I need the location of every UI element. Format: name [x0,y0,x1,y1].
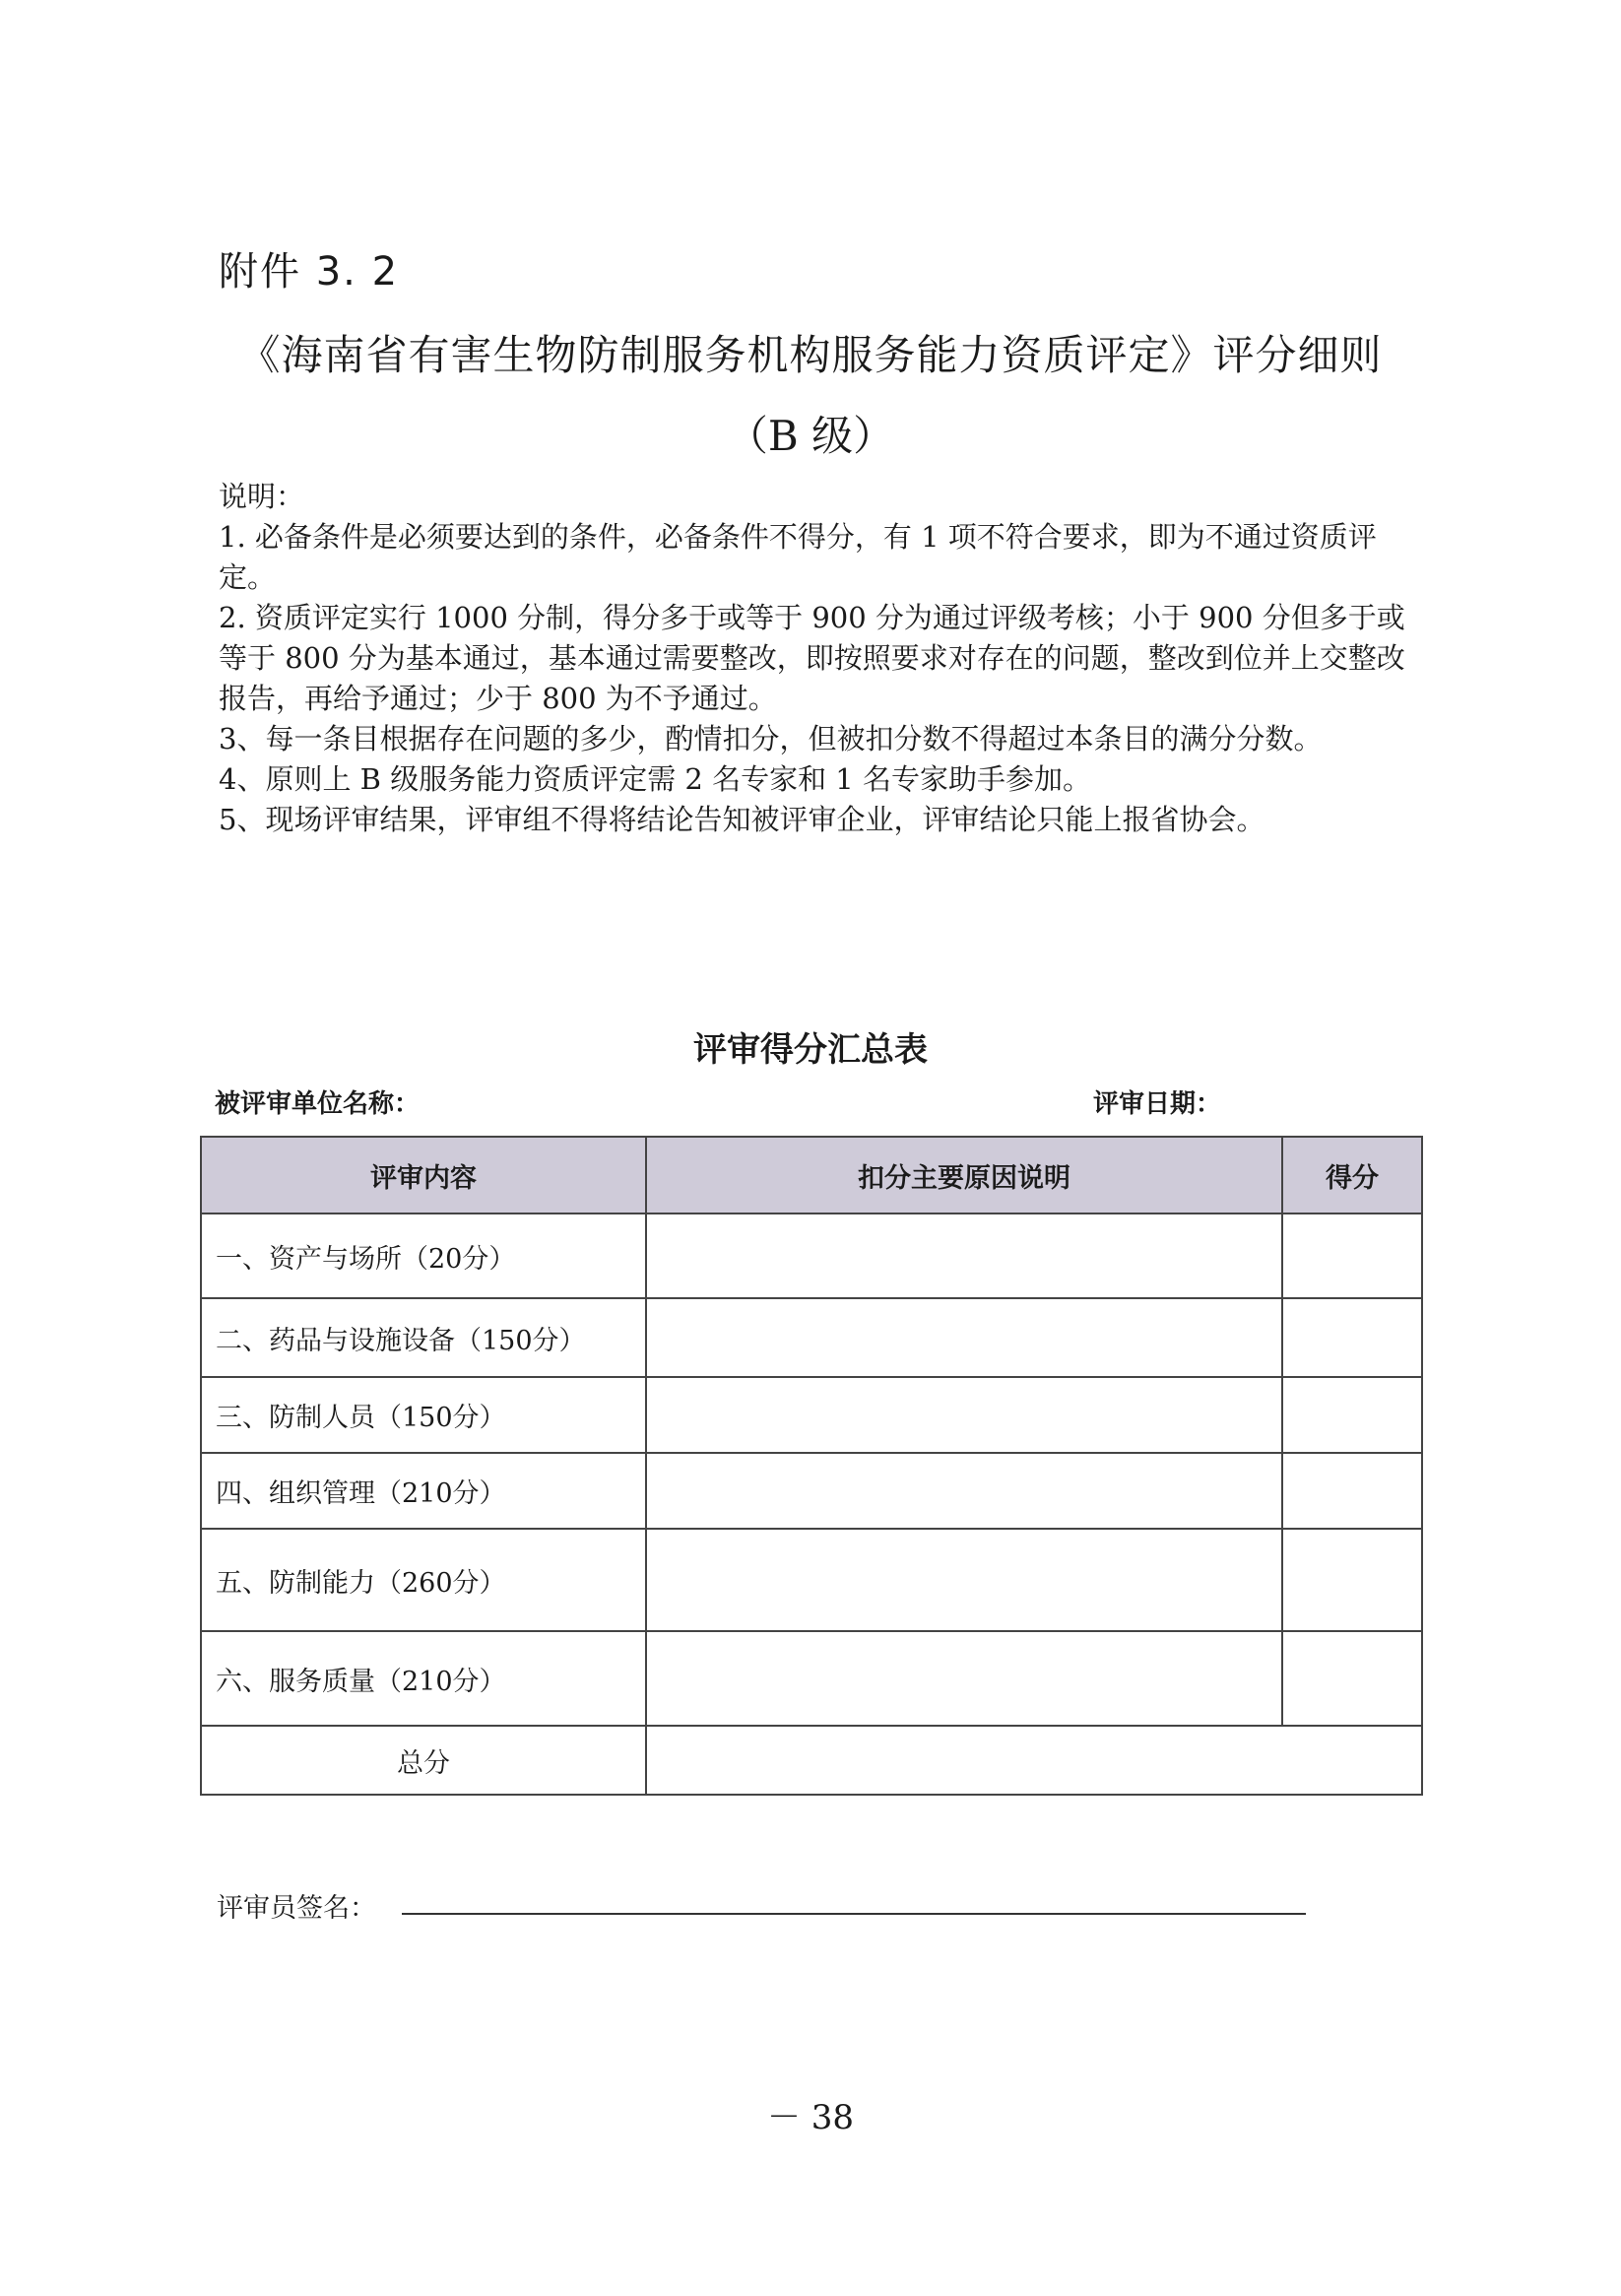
attachment-label: 附件 3. 2 [219,249,400,295]
row-reason-cell[interactable] [646,1214,1282,1298]
score-summary-table [200,1136,1423,1796]
column-header-content: 评审内容 [201,1137,646,1214]
document-subtitle: （B 级） [726,412,895,460]
reviewed-unit-label: 被评审单位名称： [215,1089,421,1119]
row-reason-cell[interactable] [646,1298,1282,1377]
row-score-cell[interactable] [1282,1377,1422,1453]
column-header-score: 得分 [1282,1137,1422,1214]
table-row [201,1298,1422,1377]
note-item-2: 2. 资质评定实行 1000 分制，得分多于或等于 900 分为通过评级考核；小于 900 分但多于或等于 800 分为基本通过，基本通过需要整改，即按照要求对存在的问题，整改到位并上交整改报告，再给予通过；少于 800 为不予通过。 [219,601,1405,715]
row-score-cell[interactable] [1282,1631,1422,1726]
reviewer-signature-label: 评审员签名： [217,1893,376,1924]
notes-section [219,477,1415,840]
note-item-1: 1. 必备条件是必须要达到的条件，必备条件不得分，有 1 项不符合要求，即为不通过资质评定。 [219,520,1377,594]
row-score-cell[interactable] [1282,1529,1422,1631]
table-total-row [201,1726,1422,1795]
note-item-3: 3、每一条目根据存在问题的多少，酌情扣分，但被扣分数不得超过本条目的满分分数。 [219,722,1323,755]
signature-line[interactable] [402,1913,1306,1915]
review-date-label: 评审日期： [1093,1089,1222,1119]
row-item-label: 六、服务质量（210分） [201,1631,646,1726]
summary-table-title: 评审得分汇总表 [693,1030,928,1070]
row-score-cell[interactable] [1282,1453,1422,1529]
row-item-label: 五、防制能力（260分） [201,1529,646,1631]
row-reason-cell[interactable] [646,1529,1282,1631]
total-score-label: 总分 [201,1726,646,1795]
note-item-5: 5、现场评审结果，评审组不得将结论告知被评审企业，评审结论只能上报省协会。 [219,803,1265,836]
row-item-label: 四、组织管理（210分） [201,1453,646,1529]
note-item-4: 4、原则上 B 级服务能力资质评定需 2 名专家和 1 名专家助手参加。 [219,762,1091,796]
notes-heading: 说明： [219,480,305,513]
table-row [201,1377,1422,1453]
total-score-cell[interactable] [646,1726,1422,1795]
row-reason-cell[interactable] [646,1631,1282,1726]
row-item-label: 二、药品与设施设备（150分） [201,1298,646,1377]
row-item-label: 一、资产与场所（20分） [201,1214,646,1298]
row-score-cell[interactable] [1282,1298,1422,1377]
row-item-label: 三、防制人员（150分） [201,1377,646,1453]
column-header-reason: 扣分主要原因说明 [646,1137,1282,1214]
table-row [201,1214,1422,1298]
row-reason-cell[interactable] [646,1453,1282,1529]
table-row [201,1631,1422,1726]
table-header-row [201,1137,1422,1214]
table-row [201,1453,1422,1529]
table-row [201,1529,1422,1631]
document-title: 《海南省有害生物防制服务机构服务能力资质评定》评分细则 [238,331,1383,379]
row-score-cell[interactable] [1282,1214,1422,1298]
page-number: － 38 [766,2098,855,2137]
row-reason-cell[interactable] [646,1377,1282,1453]
